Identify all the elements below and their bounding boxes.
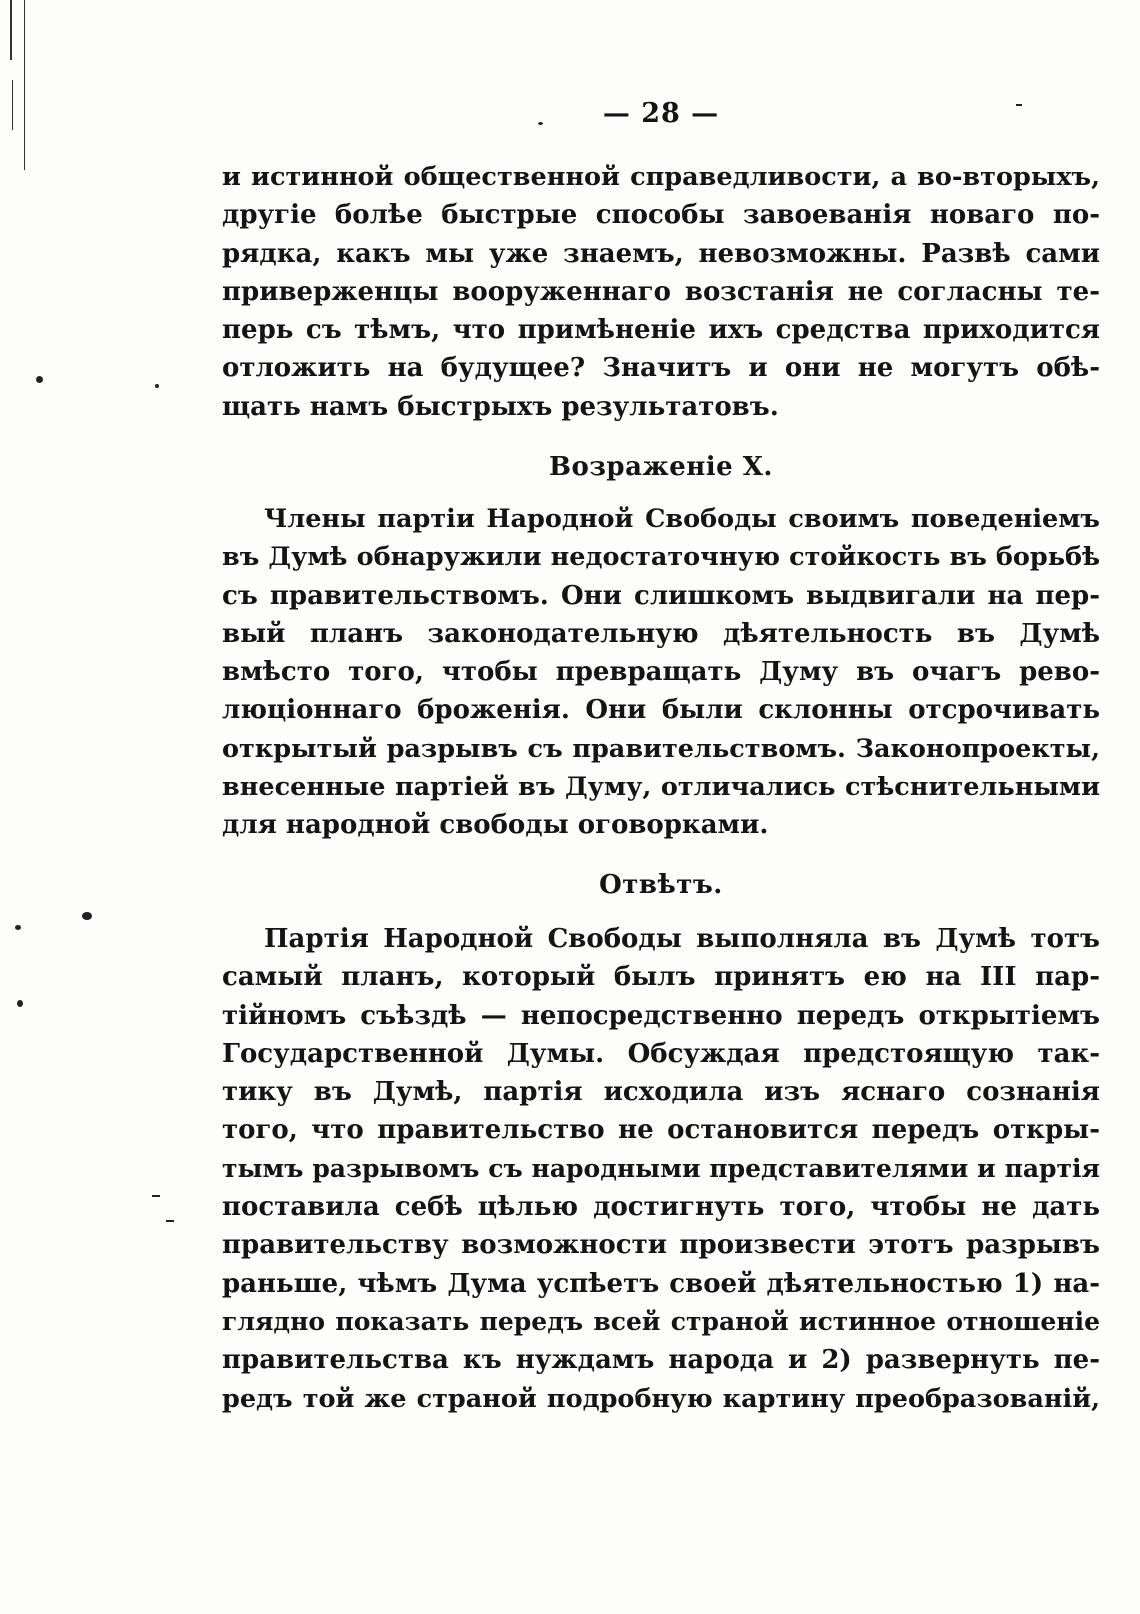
scan-edge-mark <box>12 80 13 130</box>
text-line: Члены партіи Народной Свободы своимъ поведеніемъ <box>264 504 1100 534</box>
scan-speck <box>152 1195 160 1197</box>
text-line: Государственной Думы. Обсуждая предстоящую так- <box>222 1038 1100 1069</box>
text-line: поставила себѣ цѣлью достигнуть того, чтобы не дать <box>222 1192 1100 1223</box>
scan-speck <box>17 1000 23 1007</box>
paragraph-objection <box>222 500 1100 845</box>
text-line: раньше, чѣмъ Дума успѣетъ своей дѣятельностью 1) на- <box>222 1268 1100 1299</box>
paragraph-answer <box>222 920 1100 1418</box>
text-line: съ правительствомъ. Они слишкомъ выдвигали на пер- <box>222 580 1100 611</box>
text-line: другіе болѣе быстрые способы завоеванія новаго по- <box>222 200 1100 231</box>
text-line: самый планъ, который былъ принятъ ею на III пар- <box>222 962 1100 993</box>
text-line: тымъ разрывомъ съ народными представителями и партія <box>222 1153 1100 1183</box>
text-line: открытый разрывъ съ правительствомъ. Законопроекты, <box>222 733 1100 764</box>
text-line: тійномъ съѣздѣ — непосредственно передъ открытіемъ <box>222 1000 1100 1031</box>
scan-edge-mark <box>10 0 12 60</box>
text-line: въ Думѣ обнаружили недостаточную стойкость въ борьбѣ <box>222 542 1100 573</box>
text-line: правительства къ нуждамъ народа и 2) развернуть пе- <box>222 1345 1100 1376</box>
text-line: для народной свободы оговорками. <box>222 810 769 841</box>
scan-speck <box>36 376 43 383</box>
text-line: вмѣсто того, чтобы превращать Думу въ очагъ рево- <box>222 657 1100 688</box>
scan-edge-mark <box>24 0 25 170</box>
scan-speck <box>82 912 92 920</box>
text-line: тику въ Думѣ, партія исходила изъ яснаго сознанія <box>222 1077 1100 1108</box>
paragraph-continued <box>222 158 1100 426</box>
text-line: отложить на будущее? Значитъ и они не могутъ обѣ- <box>222 353 1100 384</box>
text-line: щать намъ быстрыхъ результатовъ. <box>222 391 779 422</box>
text-line: редъ той же страной подробную картину преобразованій, <box>222 1383 1100 1414</box>
text-line: рядка, какъ мы уже знаемъ, невозможны. Развѣ сами <box>222 238 1100 269</box>
text-line: вый планъ законодательную дѣятельность въ Думѣ <box>222 618 1100 649</box>
document-page <box>222 0 1100 1614</box>
text-line: правительству возможности произвести этотъ разрывъ <box>222 1230 1100 1261</box>
scan-speck <box>155 384 159 388</box>
text-line: Партія Народной Свободы выполняла въ Думѣ тотъ <box>264 924 1100 954</box>
text-line: перь съ тѣмъ, что примѣненіе ихъ средства приходится <box>222 315 1100 346</box>
section-heading-objection: Возраженіе X. <box>549 452 773 482</box>
page-number: — 28 — <box>602 98 720 129</box>
text-line: глядно показать передъ всей страной истинное отношеніе <box>222 1306 1100 1336</box>
text-line: люціоннаго броженія. Они были склонны отсрочивать <box>222 695 1100 726</box>
scan-speck <box>15 925 21 930</box>
text-line: того, что правительство не остановится передъ откры- <box>222 1115 1100 1146</box>
section-heading-answer: Отвѣтъ. <box>599 870 723 900</box>
text-line: внесенные партіей въ Думу, отличались стѣснительными <box>222 772 1100 803</box>
text-line: приверженцы вооруженнаго возстанія не согласны те- <box>222 276 1100 307</box>
text-line: и истинной общественной справедливости, а во-вторыхъ, <box>222 162 1100 192</box>
scan-speck <box>166 1220 174 1222</box>
